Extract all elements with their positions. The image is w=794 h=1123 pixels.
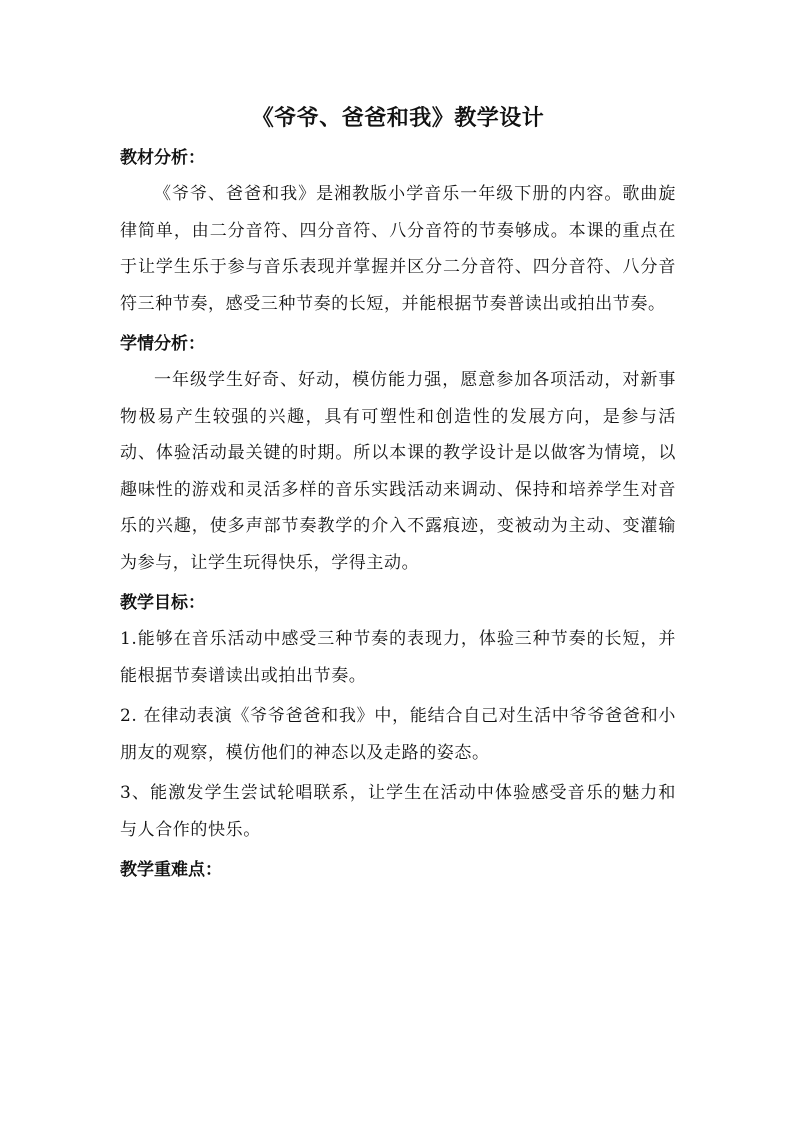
section-text-students: 一年级学生好奇、好动，模仿能力强，愿意参加各项活动，对新事物极易产生较强的兴趣，具有可塑性和创造性的发展方向，是参与活动、体验活动最关键的时期。所以本课的教学设计是以做客为情境，以趣味性的游戏和灵活多样的音乐实践活动来调动、保持和培养学生对音乐的兴趣，使多声部节奏教学的介入不露痕迹，变被动为主动、变灌输为参与，让学生玩得快乐，学得主动。 [120, 370, 676, 573]
section-heading-material: 教材分析： [120, 148, 205, 168]
section-text-material: 《爷爷、爸爸和我》是湘教版小学音乐一年级下册的内容。歌曲旋律简单，由二分音符、四分音符、八分音符的节奏够成。本课的重点在于让学生乐于参与音乐表现并掌握并区分二分音符、四分音符、八分音符三种节奏，感受三种节奏的长短，并能根据节奏普读出或拍出节奏。 [120, 184, 676, 314]
section-heading-goals: 教学目标： [120, 593, 205, 613]
goal-item-2: 2. 在律动表演《爷爷爸爸和我》中，能结合自己对生活中爷爷爸爸和小朋友的观察，模仿他们的神态以及走路的姿态。 [120, 706, 676, 763]
goal-item-3: 3、能激发学生尝试轮唱联系，让学生在活动中体验感受音乐的魅力和与人合作的快乐。 [120, 783, 676, 840]
section-heading-students: 学情分析： [120, 334, 205, 354]
document-body [120, 100, 676, 888]
goal-item-1: 1.能够在音乐活动中感受三种节奏的表现力，体验三种节奏的长短，并能根据节奏谱读出或拍出节奏。 [120, 629, 676, 686]
document-title: 《爷爷、爸爸和我》教学设计 [251, 105, 545, 131]
section-heading-key-points: 教学重难点： [120, 860, 222, 880]
